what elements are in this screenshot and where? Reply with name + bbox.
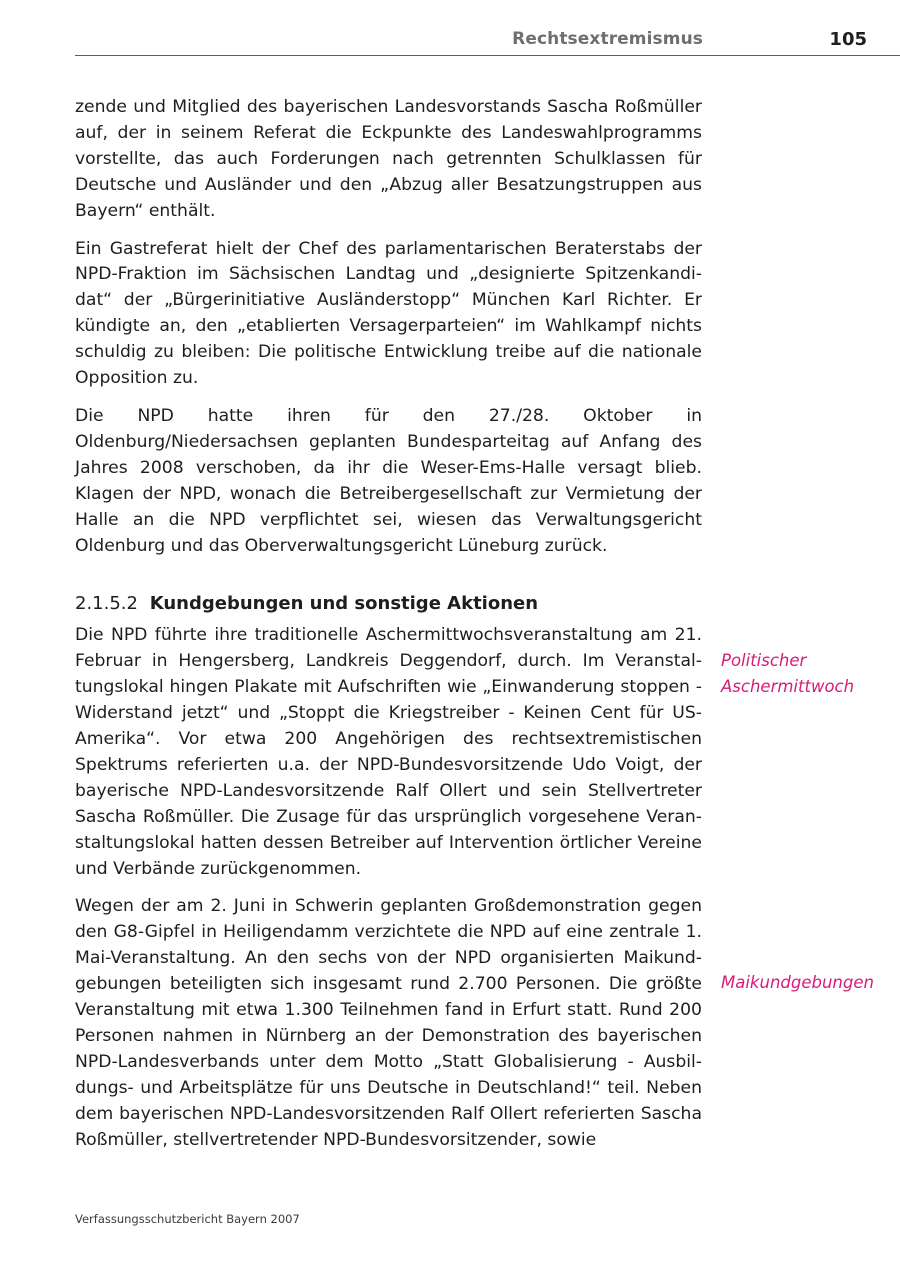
paragraph: zende und Mitglied des bayerischen Landesvorstands Sascha Roßmüller auf, der in seinem Referat die Eckpunkte des Landeswahlprogramms vorstellte, das auch Forderungen nach getrennten Schulklassen für Deutsche und Ausländer und den „Abzug aller Besatzungstruppen aus Bayern“ enthält.	[75, 97, 702, 221]
margin-note-line: Politischer	[721, 651, 807, 670]
header-rule	[75, 55, 900, 56]
margin-note-aschermittwoch	[721, 648, 891, 700]
paragraph: Ein Gastreferat hielt der Chef des parlamentarischen Beraterstabs der NPD-Fraktion im Sächsischen Landtag und „designierte Spitzenkandidat“ der „Bürgerinitiative Ausländerstopp“ München Karl Richter. Er kündigte an, den „etablierten Versagerparteien“ im Wahlkampf nichts schuldig zu bleiben: Die politische Entwicklung treibe auf die nationale Opposition zu.	[75, 238, 702, 389]
section-number: 2.1.5.2	[75, 593, 138, 615]
section-heading	[75, 591, 702, 617]
page-footer: Verfassungsschutzbericht Bayern 2007	[75, 1212, 300, 1226]
main-text	[75, 95, 702, 1166]
paragraph: Wegen der am 2. Juni in Schwerin geplanten Großdemonstration gegen den G8-Gipfel in Heiligendamm verzichtete die NPD auf eine zentrale 1. Mai-Veranstaltung. An den sechs von der NPD organisierten Maikundgebungen beteiligten sich insgesamt rund 2.700 Personen. Die größte Veranstaltung mit etwa 1.300 Teilnehmen fand in Erfurt statt. Rund 200 Personen nahmen in Nürnberg an der Demonstration des bayerischen NPD-Landesverbands unter dem Motto „Statt Globalisierung - Ausbildungs- und Arbeitsplätze für uns Deutsche in Deutschland!“ teil. Neben dem bayerischen NPD-Landesvorsitzenden Ralf Ollert referierten Sascha Roßmüller, stellvertretender NPD-Bundesvorsitzender, sowie	[75, 896, 702, 1150]
margin-note-maikundgebungen	[721, 970, 891, 996]
paragraph: Die NPD hatte ihren für den 27./28. Oktober in Oldenburg/Niedersachsen geplanten Bundesparteitag auf Anfang des Jahres 2008 verschoben, da ihr die Weser-Ems-Halle versagt blieb. Klagen der NPD, wonach die Betreibergesellschaft zur Vermietung der Halle an die NPD verpflichtet sei, wiesen das Verwaltungsgericht Oldenburg und das Oberverwaltungsgericht Lüneburg zurück.	[75, 405, 702, 556]
paragraph: Die NPD führte ihre traditionelle Aschermittwochsveranstaltung am 21. Februar in Hengersberg, Landkreis Deggendorf, durch. Im Veranstaltungslokal hingen Plakate mit Aufschriften wie „Einwanderung stoppen - Widerstand jetzt“ und „Stoppt die Kriegstreiber - Keinen Cent für US-Amerika“. Vor etwa 200 Angehörigen des rechtsextremistischen Spektrums referierten u.a. der NPD-Bundesvorsitzende Udo Voigt, der bayerische NPD-Landesvorsitzende Ralf Ollert und sein Stellvertreter Sascha Roßmüller. Die Zusage für das ursprünglich vorgesehene Veranstaltungslokal hatten dessen Betreiber auf Intervention örtlicher Vereine und Verbände zurückgenommen.	[75, 625, 702, 879]
page-header	[0, 0, 900, 58]
margin-note-line: Maikundgebungen	[721, 973, 874, 992]
running-header-section: Rechtsextremismus	[512, 29, 703, 49]
page-number: 105	[829, 29, 867, 50]
section-title: Kundgebungen und sonstige Aktionen	[149, 593, 539, 615]
margin-note-line: Aschermittwoch	[721, 676, 855, 696]
